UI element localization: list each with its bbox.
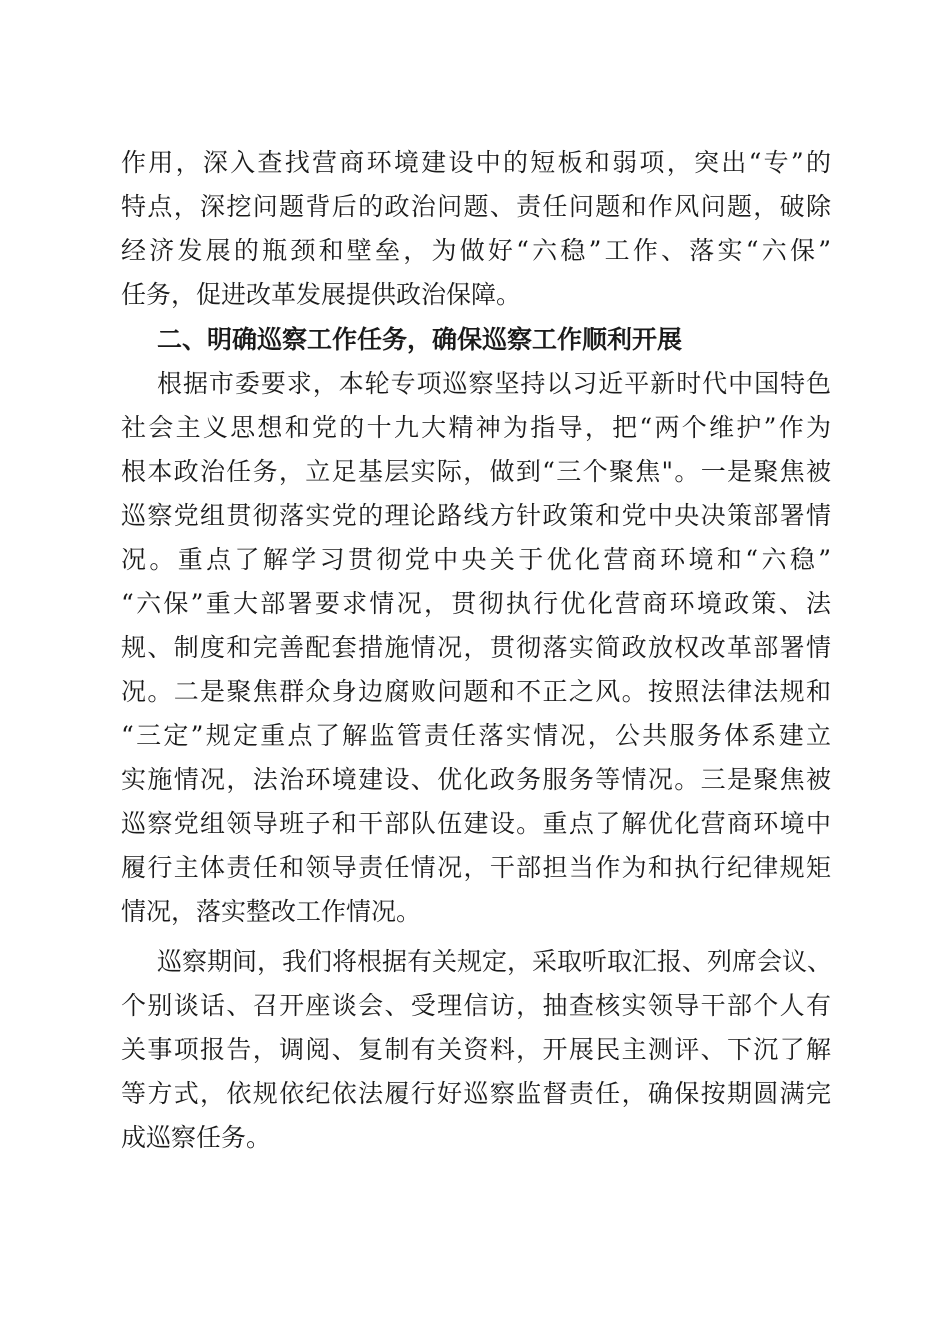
paragraph-2-line-7: 规、制度和完善配套措施情况，贯彻落实简政放权改革部署情: [121, 633, 831, 662]
paragraph-3-line-2: 个别谈话、召开座谈会、受理信访，抽查核实领导干部个人有: [121, 991, 831, 1020]
paragraph-2-line-9: “三定”规定重点了解监管责任落实情况，公共服务体系建立: [121, 721, 831, 750]
paragraph-2-line-6: “六保”重大部署要求情况，贯彻执行优化营商环境政策、法: [121, 589, 831, 618]
paragraph-2-line-5: 况。重点了解学习贯彻党中央关于优化营商环境和“六稳”: [121, 545, 831, 574]
paragraph-3-line-4: 等方式，依规依纪依法履行好巡察监督责任，确保按期圆满完: [121, 1079, 831, 1108]
paragraph-2-line-8: 况。二是聚焦群众身边腐败问题和不正之风。按照法律法规和: [121, 677, 831, 706]
paragraph-2-line-10: 实施情况，法治环境建设、优化政务服务等情况。三是聚焦被: [121, 765, 831, 794]
paragraph-3-line-1: 巡察期间，我们将根据有关规定，采取听取汇报、列席会议、: [157, 947, 833, 976]
paragraph-2-line-2: 社会主义思想和党的十九大精神为指导，把“两个维护”作为: [121, 413, 831, 442]
paragraph-1-line-3: 经济发展的瓶颈和壁垒，为做好“六稳”工作、落实“六保”: [121, 236, 831, 265]
paragraph-3-line-5: 成巡察任务。: [121, 1123, 272, 1152]
paragraph-2-line-12: 履行主体责任和领导责任情况，干部担当作为和执行纪律规矩: [121, 853, 831, 882]
paragraph-1-line-4: 任务，促进改革发展提供政治保障。: [121, 280, 522, 309]
paragraph-1-line-2: 特点，深挖问题背后的政治问题、责任问题和作风问题，破除: [121, 192, 831, 221]
paragraph-3-line-3: 关事项报告，调阅、复制有关资料，开展民主测评、下沉了解: [121, 1035, 831, 1064]
section-heading: 二、明确巡察工作任务，确保巡察工作顺利开展: [157, 325, 683, 354]
paragraph-2-line-4: 巡察党组贯彻落实党的理论路线方针政策和党中央决策部署情: [121, 501, 831, 530]
paragraph-1-line-1: 作用，深入查找营商环境建设中的短板和弱项，突出“专”的: [121, 148, 831, 177]
paragraph-2-line-1: 根据市委要求，本轮专项巡察坚持以习近平新时代中国特色: [157, 369, 831, 398]
paragraph-2-line-13: 情况，落实整改工作情况。: [121, 897, 422, 926]
paragraph-2-line-3: 根本政治任务，立足基层实际，做到“三个聚焦"。一是聚焦被: [121, 457, 831, 486]
paragraph-2-line-11: 巡察党组领导班子和干部队伍建设。重点了解优化营商环境中: [121, 809, 831, 838]
